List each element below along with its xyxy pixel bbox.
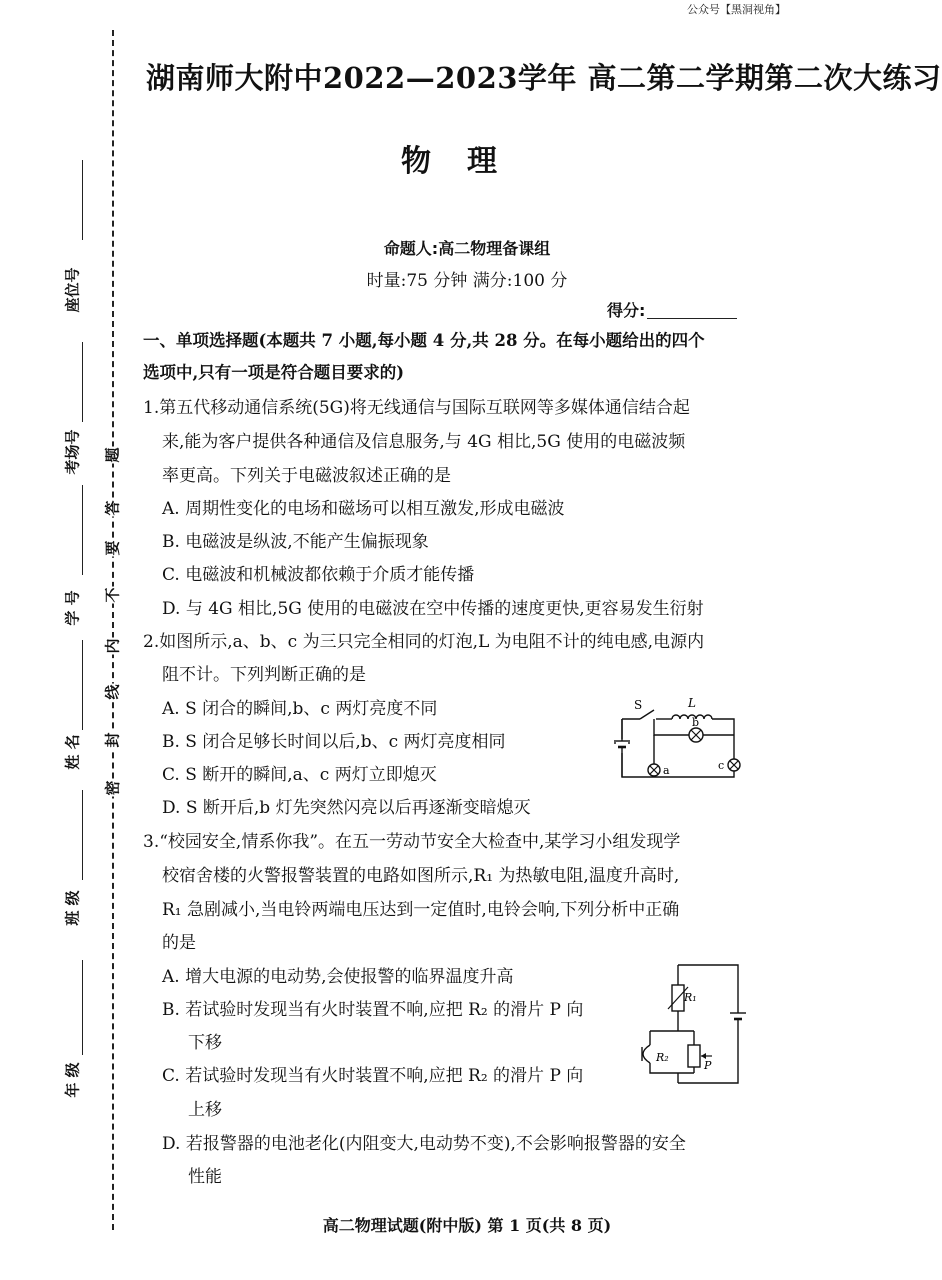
inductor-label: L bbox=[688, 696, 696, 710]
section-heading-line2: 选项中,只有一项是符合题目要求的) bbox=[143, 363, 405, 382]
q1-option-d: D. 与 4G 相比,5G 使用的电磁波在空中传播的速度更快,更容易发生衍射 bbox=[162, 599, 704, 619]
class-blank bbox=[82, 790, 83, 880]
watermark: 公众号【黑洞视角】 bbox=[687, 3, 786, 16]
time-score-info: 时量:75 分钟 满分:100 分 bbox=[366, 271, 568, 291]
student-id-label: 学 号 bbox=[63, 590, 82, 626]
q1-stem-line1: 1.第五代移动通信系统(5G)将无线通信与国际互联网等多媒体通信结合起 bbox=[143, 398, 690, 418]
battery-icon bbox=[730, 1013, 746, 1019]
binding-strip bbox=[0, 0, 135, 1280]
q3-option-c-line1: C. 若试验时发现当有火时装置不响,应把 R₂ 的滑片 P 向 bbox=[162, 1066, 584, 1086]
q3-stem-line1: 3.“校园安全,情系你我”。在五一劳动节安全大检查中,某学习小组发现学 bbox=[143, 832, 681, 852]
q1-stem-line3: 率更高。下列关于电磁波叙述正确的是 bbox=[162, 466, 451, 486]
q1-option-a: A. 周期性变化的电场和磁场可以相互激发,形成电磁波 bbox=[162, 499, 565, 519]
score-field bbox=[607, 298, 737, 321]
exam-room-label: 考场号 bbox=[63, 429, 82, 475]
grade-blank bbox=[82, 960, 83, 1055]
name-label: 姓 名 bbox=[63, 734, 82, 770]
subject-title: 物理 bbox=[401, 144, 533, 179]
seal-char: 题 bbox=[100, 446, 125, 463]
lamp-b-icon bbox=[689, 728, 703, 742]
q3-option-a: A. 增大电源的电动势,会使报警的临界温度升高 bbox=[162, 967, 514, 987]
q2-stem-line1: 2.如图所示,a、b、c 为三只完全相同的灯泡,L 为电阻不计的纯电感,电源内 bbox=[143, 632, 705, 652]
score-label: 得分: bbox=[607, 301, 646, 320]
seal-char: 密 bbox=[100, 779, 125, 796]
r2-label: R₂ bbox=[656, 1051, 669, 1064]
seal-char: 要 bbox=[100, 539, 125, 556]
bell-icon bbox=[642, 1045, 650, 1063]
q3-circuit-diagram bbox=[628, 955, 748, 1090]
q2-option-b: B. S 闭合足够长时间以后,b、c 两灯亮度相同 bbox=[162, 732, 506, 752]
lamp-b-label: b bbox=[692, 716, 700, 729]
q3-option-b-line2: 下移 bbox=[188, 1033, 222, 1053]
p-label: P bbox=[704, 1059, 712, 1072]
q1-option-c: C. 电磁波和机械波都依赖于介质才能传播 bbox=[162, 565, 475, 585]
q3-stem-line4: 的是 bbox=[162, 933, 196, 953]
exam-title: 湖南师大附中2022—2023学年 高二第二学期第二次大练习 bbox=[146, 61, 942, 95]
exam-room-blank bbox=[82, 342, 83, 422]
q3-option-b-line1: B. 若试验时发现当有火时装置不响,应把 R₂ 的滑片 P 向 bbox=[162, 1000, 584, 1020]
seal-char: 封 bbox=[100, 731, 125, 748]
lamp-c-icon bbox=[728, 759, 740, 771]
lamp-a-label: a bbox=[663, 764, 670, 777]
lamp-a-icon bbox=[648, 764, 660, 776]
q3-option-c-line2: 上移 bbox=[188, 1100, 222, 1120]
q3-stem-line2: 校宿舍楼的火警报警装置的电路如图所示,R₁ 为热敏电阻,温度升高时, bbox=[162, 866, 680, 886]
r1-label: R₁ bbox=[684, 991, 697, 1004]
q2-option-d: D. S 断开后,b 灯先突然闪亮以后再逐渐变暗熄灭 bbox=[162, 798, 531, 818]
seal-char: 内 bbox=[100, 637, 125, 654]
q3-stem-line3: R₁ 急剧减小,当电铃两端电压达到一定值时,电铃会响,下列分析中正确 bbox=[162, 900, 680, 920]
grade-label: 年 级 bbox=[63, 1062, 82, 1098]
page-footer: 高二物理试题(附中版) 第 1 页(共 8 页) bbox=[322, 1216, 612, 1235]
q2-circuit-diagram bbox=[612, 695, 747, 783]
name-blank bbox=[82, 640, 83, 730]
seal-char: 答 bbox=[100, 499, 125, 516]
score-blank bbox=[647, 318, 737, 319]
q1-stem-line2: 来,能为客户提供各种通信及信息服务,与 4G 相比,5G 使用的电磁波频 bbox=[162, 432, 686, 452]
class-label: 班 级 bbox=[63, 890, 82, 926]
q2-option-a: A. S 闭合的瞬间,b、c 两灯亮度不同 bbox=[162, 699, 438, 719]
student-id-blank bbox=[82, 485, 83, 575]
seal-dashed-line bbox=[112, 30, 114, 1230]
seal-char: 不 bbox=[100, 586, 125, 603]
seal-char: 线 bbox=[100, 683, 125, 700]
q3-option-d-line2: 性能 bbox=[188, 1167, 222, 1187]
author-line: 命题人:高二物理备课组 bbox=[383, 239, 551, 258]
q2-stem-line2: 阻不计。下列判断正确的是 bbox=[162, 665, 366, 685]
switch-label: S bbox=[634, 698, 643, 712]
seat-number-label: 座位号 bbox=[63, 267, 82, 313]
q2-option-c: C. S 断开的瞬间,a、c 两灯立即熄灭 bbox=[162, 765, 437, 785]
q3-option-d-line1: D. 若报警器的电池老化(内阻变大,电动势不变),不会影响报警器的安全 bbox=[162, 1134, 686, 1154]
q1-option-b: B. 电磁波是纵波,不能产生偏振现象 bbox=[162, 532, 429, 552]
lamp-c-label: c bbox=[718, 759, 725, 772]
section-heading-line1: 一、单项选择题(本题共 7 小题,每小题 4 分,共 28 分。在每小题给出的四个 bbox=[143, 331, 705, 350]
